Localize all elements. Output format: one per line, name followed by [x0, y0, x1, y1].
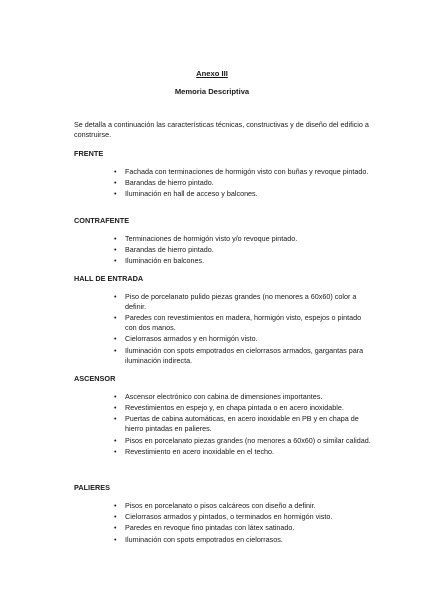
bullet-icon: • [114, 501, 117, 510]
list-item [74, 436, 374, 446]
document-title: Anexo III [196, 69, 228, 78]
list-item-text: Terminaciones de hormigón visto y/o revoque pintado. [125, 234, 298, 243]
section-hall-de-entrada [74, 274, 374, 367]
list-item [74, 178, 374, 188]
bullet-icon: • [114, 512, 117, 522]
list-item [74, 167, 374, 177]
bullet-icon: • [114, 334, 117, 344]
bullet-icon: • [114, 345, 117, 355]
list-item [74, 392, 374, 402]
bullet-icon: • [114, 167, 117, 176]
list-item-text: Paredes con revestimientos en madera, hormigón visto, espejos o pintado con dos manos. [125, 313, 362, 333]
document-subtitle: Memoria Descriptiva [174, 87, 250, 96]
list-item-text: Cielorrasos armados y pintados, o terminados en hormigón visto. [125, 512, 333, 522]
section-ascensor [74, 374, 374, 458]
list-item [74, 535, 374, 545]
list-item-text: Ascensor electrónico con cabina de dimensiones importantes. [125, 392, 323, 401]
section-heading: FRENTE [74, 149, 104, 158]
list-item [74, 523, 374, 533]
list-item-text: Iluminación con spots empotrados en cielorrasos armados, gargantas para iluminación indirecta. [125, 345, 364, 365]
section-frente [74, 149, 374, 201]
bullet-list [74, 392, 374, 457]
bullet-icon: • [114, 178, 117, 188]
bullet-icon: • [114, 414, 117, 424]
bullet-icon: • [114, 256, 117, 266]
section-contrafente [74, 216, 374, 268]
list-item-text: Barandas de hierro pintado. [125, 178, 214, 188]
list-item-text: Iluminación en balcones. [125, 256, 205, 266]
bullet-icon: • [114, 403, 117, 413]
list-item-text: Cielorrasos armados y en hormigón visto. [125, 334, 258, 344]
section-heading: HALL DE ENTRADA [74, 274, 144, 283]
list-item-text: Iluminación con spots empotrados en cielorrasos. [125, 534, 283, 544]
bullet-icon: • [114, 189, 117, 199]
bullet-icon: • [114, 245, 117, 255]
list-item-text: Puertas de cabina automáticas, en acero inoxidable en PB y en chapa de hierro pintadas en palieres. [125, 414, 359, 434]
list-item [74, 245, 374, 255]
intro-paragraph: Se detalla a continuación las características técnicas, constructivas y de diseño del edificio a construirse. [74, 120, 369, 139]
section-heading: CONTRAFENTE [74, 216, 130, 225]
bullet-icon: • [114, 435, 117, 445]
bullet-list [74, 167, 374, 199]
bullet-list [74, 234, 374, 266]
list-item [74, 256, 374, 266]
list-item [74, 501, 374, 511]
bullet-icon: • [114, 534, 117, 544]
list-item [74, 346, 374, 366]
bullet-icon: • [114, 446, 117, 456]
section-palieres [74, 483, 374, 546]
bullet-icon: • [114, 392, 117, 401]
section-heading: ASCENSOR [74, 374, 116, 383]
bullet-icon: • [114, 313, 117, 323]
list-item-text: Iluminación en hall de acceso y balcones. [125, 189, 258, 199]
list-item [74, 292, 374, 312]
list-item [74, 414, 374, 434]
list-item [74, 313, 374, 333]
list-item [74, 189, 374, 199]
bullet-icon: • [114, 292, 117, 301]
list-item-text: Revestimientos en espejo y, en chapa pintada o en acero inoxidable. [125, 403, 344, 413]
bullet-icon: • [114, 234, 117, 243]
list-item-text: Revestimiento en acero inoxidable en el techo. [125, 446, 275, 456]
list-item [74, 234, 374, 244]
list-item-text: Pisos en porcelanato piezas grandes (no menores a 60x60) o similar calidad. [125, 435, 371, 445]
list-item-text: Pisos en porcelanato o pisos calcáreos con diseño a definir. [125, 501, 316, 510]
bullet-list [74, 292, 374, 366]
list-item-text: Paredes en revoque fino pintadas con látex satinado. [125, 523, 295, 533]
bullet-list [74, 501, 374, 545]
bullet-icon: • [114, 523, 117, 533]
section-heading: PALIERES [74, 483, 110, 492]
list-item [74, 334, 374, 344]
list-item [74, 447, 374, 457]
list-item [74, 512, 374, 522]
list-item [74, 403, 374, 413]
list-item-text: Barandas de hierro pintado. [125, 245, 214, 255]
list-item-text: Fachada con terminaciones de hormigón visto con buñas y revoque pintado. [125, 167, 369, 176]
list-item-text: Piso de porcelanato pulido piezas grandes (no menores a 60x60) color a definir. [125, 292, 357, 311]
